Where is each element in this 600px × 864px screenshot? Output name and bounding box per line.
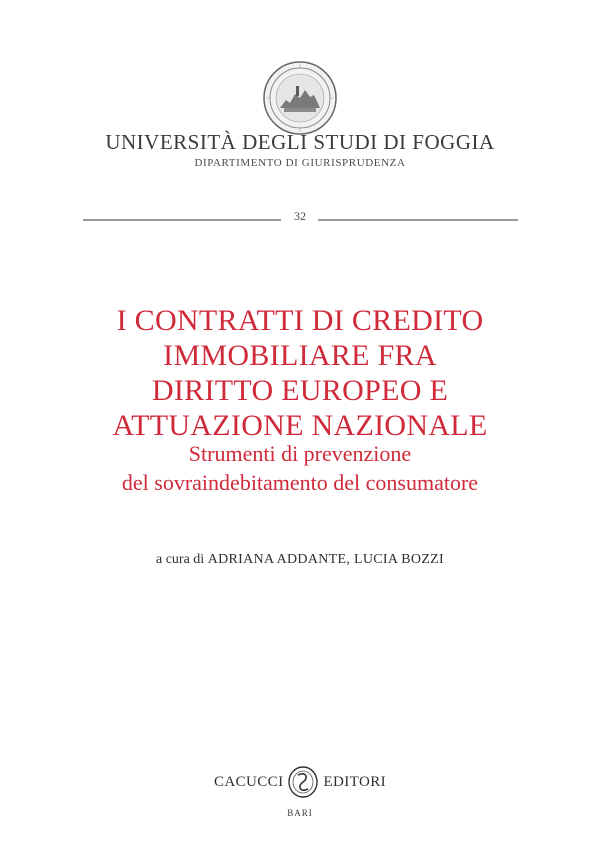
title-line: ATTUAZIONE NAZIONALE bbox=[112, 409, 488, 442]
publisher-city: BARI bbox=[287, 808, 313, 818]
book-subtitle bbox=[0, 439, 600, 497]
publisher-name-left: CACUCCI bbox=[214, 773, 284, 790]
title-line: IMMOBILIARE FRA bbox=[163, 339, 437, 372]
publisher-logo-icon bbox=[287, 765, 319, 799]
editors-prefix: a cura di bbox=[156, 552, 205, 567]
book-title bbox=[0, 303, 600, 443]
subtitle-line: Strumenti di prevenzione bbox=[188, 441, 412, 466]
title-line: DIRITTO EUROPEO E bbox=[151, 374, 449, 407]
editors-names: ADRIANA ADDANTE, LUCIA BOZZI bbox=[207, 552, 444, 567]
university-seal-icon bbox=[262, 60, 338, 136]
series-number: 32 bbox=[294, 209, 306, 223]
divider-right bbox=[318, 219, 518, 221]
university-name: UNIVERSITÀ DEGLI STUDI DI FOGGIA bbox=[105, 130, 495, 154]
title-line: I CONTRATTI DI CREDITO bbox=[116, 304, 484, 337]
publisher-name-right: EDITORI bbox=[323, 773, 386, 790]
department-name: DIPARTIMENTO DI GIURISPRUDENZA bbox=[194, 157, 406, 169]
subtitle-line: del sovraindebitamento del consumatore bbox=[121, 470, 479, 495]
publisher-block bbox=[0, 764, 600, 800]
editors-line bbox=[0, 552, 600, 568]
